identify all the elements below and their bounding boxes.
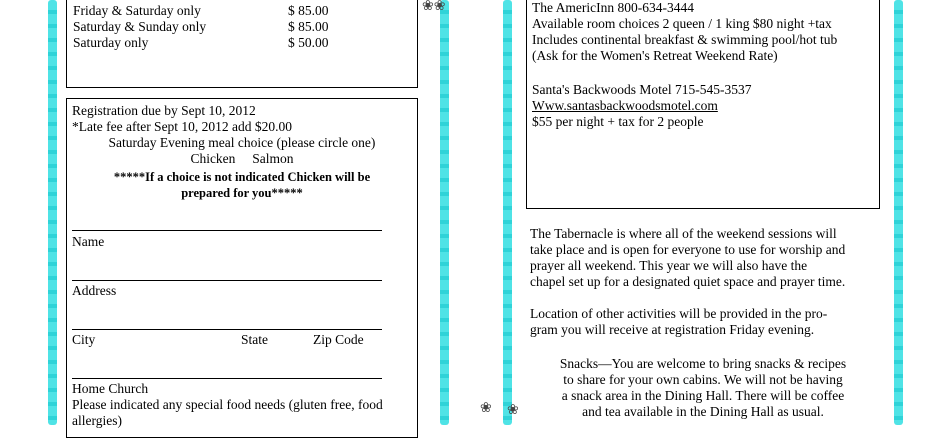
tabernacle-1: The Tabernacle is where all of the weekend sessions will [530,226,837,241]
tabernacle-4: chapel set up for a designated quiet space and prayer time. [530,274,846,289]
snacks-3: a snack area in the Dining Hall. There will be coffee [561,388,845,403]
late-fee: *Late fee after Sept 10, 2012 add $20.00 [72,119,293,134]
footprints-icon: ❀ [507,403,519,418]
city-line[interactable] [72,329,382,330]
food-needs-2: allergies) [72,413,122,428]
name-line[interactable] [72,230,382,231]
church-label: Home Church [72,381,149,396]
zip-label: Zip Code [313,332,364,347]
address-label: Address [72,283,117,298]
meal-choice: Saturday Evening meal choice (please circle one) [108,135,376,150]
room-choices: Available room choices 2 queen / 1 king $80 night +tax [532,16,832,31]
border-right [894,0,903,425]
registration-due: Registration due by Sept 10, 2012 [72,103,256,118]
church-line[interactable] [72,378,382,379]
snacks-2: to share for your own cabins. We will not be having [563,372,843,387]
americinn: The AmericInn 800-634-3444 [532,0,694,15]
city-label: City [72,332,96,347]
tabernacle-3: prayer all weekend. This year we will also have the [530,258,808,273]
border-center-left [440,0,449,425]
address-line[interactable] [72,280,382,281]
border-center-right [503,0,512,425]
location-1: Location of other activities will be provided in the pro- [530,306,828,321]
ask-rate: (Ask for the Women's Retreat Weekend Rate) [532,48,778,63]
santas-website-link[interactable]: Www.santasbackwoodsmotel.com [532,98,718,113]
santas-motel: Santa's Backwoods Motel 715-545-3537 [532,82,752,97]
footprints-icon: ❀❀ [422,0,446,14]
location-2: gram you will receive at registration Friday evening. [530,322,815,337]
meal-note-2: prepared for you***** [181,186,303,200]
tabernacle-2: take place and is open for everyone to use for worship and [530,242,846,257]
name-label: Name [72,234,105,249]
meal-options[interactable]: Chicken Salmon [190,151,294,166]
price-fri-sat: $ 85.00 [288,3,329,18]
price-label-sat: Saturday only [73,35,149,50]
meal-note-1: *****If a choice is not indicated Chicken will be [113,170,371,184]
border-left [48,0,57,425]
snacks-1: Snacks—You are welcome to bring snacks & recipes [559,356,847,371]
food-needs-1: Please indicated any special food needs (gluten free, food [72,397,383,412]
santas-rate: $55 per night + tax for 2 people [532,114,704,129]
price-sat-sun: $ 85.00 [288,19,329,34]
price-label-fri-sat: Friday & Saturday only [73,3,201,18]
includes: Includes continental breakfast & swimming pool/hot tub [532,32,838,47]
snacks-4: and tea available in the Dining Hall as usual. [582,404,824,419]
price-sat: $ 50.00 [288,35,329,50]
footprints-icon: ❀ [480,401,492,416]
state-label: State [241,332,268,347]
price-label-sat-sun: Saturday & Sunday only [73,19,207,34]
